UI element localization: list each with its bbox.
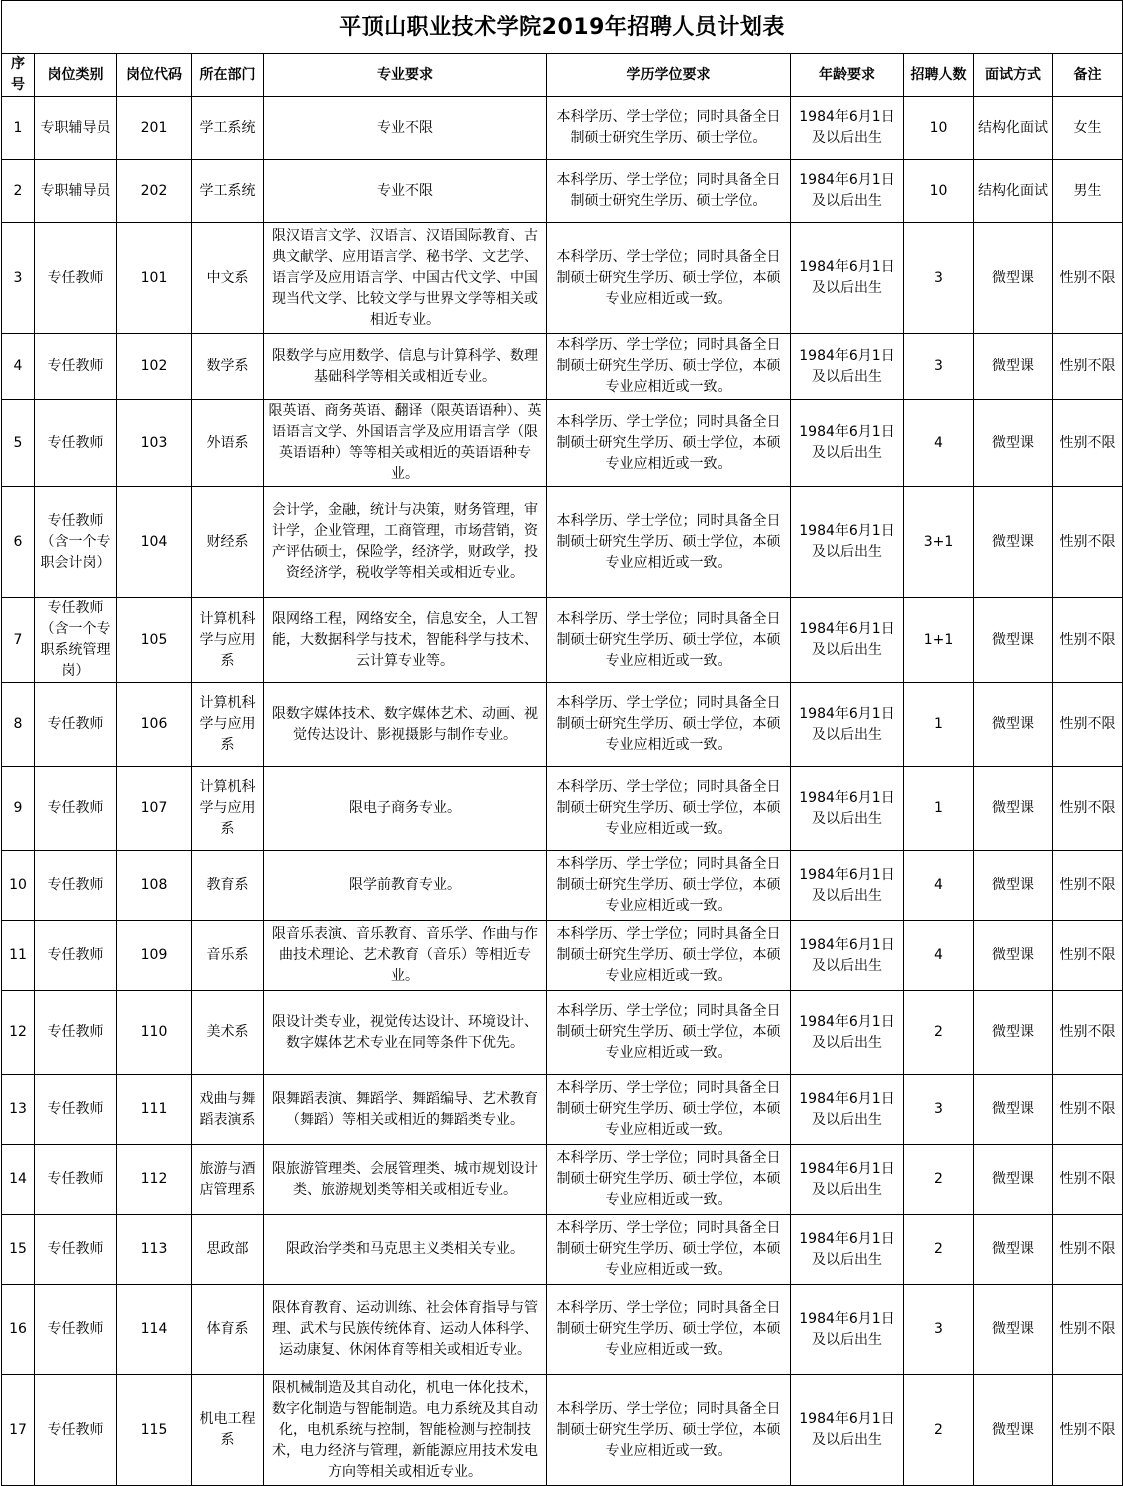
cell-degree: 本科学历、学士学位；同时具备全日制硕士研究生学历、硕士学位，本硕专业应相近或一致。 xyxy=(547,683,791,767)
cell-no: 11 xyxy=(2,921,35,991)
cell-count: 1+1 xyxy=(904,598,974,683)
cell-note: 性别不限 xyxy=(1053,1285,1123,1375)
table-row xyxy=(2,1075,1123,1145)
cell-interview: 微型课 xyxy=(974,487,1053,598)
table-row xyxy=(2,683,1123,767)
cell-note: 性别不限 xyxy=(1053,1215,1123,1285)
cell-age: 1984年6月1日及以后出生 xyxy=(791,1285,904,1375)
cell-interview: 微型课 xyxy=(974,767,1053,851)
cell-dept: 数学系 xyxy=(192,334,264,400)
cell-no: 12 xyxy=(2,991,35,1075)
cell-no: 2 xyxy=(2,160,35,223)
cell-category: 专职辅导员 xyxy=(35,97,117,160)
cell-note: 性别不限 xyxy=(1053,991,1123,1075)
table-row xyxy=(2,921,1123,991)
cell-interview: 微型课 xyxy=(974,991,1053,1075)
cell-degree: 本科学历、学士学位；同时具备全日制硕士研究生学历、硕士学位，本硕专业应相近或一致。 xyxy=(547,598,791,683)
cell-code: 115 xyxy=(117,1375,192,1486)
cell-dept: 财经系 xyxy=(192,487,264,598)
cell-degree: 本科学历、学士学位；同时具备全日制硕士研究生学历、硕士学位。 xyxy=(547,97,791,160)
cell-note: 女生 xyxy=(1053,97,1123,160)
cell-count: 3+1 xyxy=(904,487,974,598)
cell-count: 4 xyxy=(904,851,974,921)
cell-degree: 本科学历、学士学位；同时具备全日制硕士研究生学历、硕士学位，本硕专业应相近或一致。 xyxy=(547,334,791,400)
cell-dept: 教育系 xyxy=(192,851,264,921)
table-row xyxy=(2,1215,1123,1285)
table-row xyxy=(2,1145,1123,1215)
cell-dept: 学工系统 xyxy=(192,97,264,160)
cell-degree: 本科学历、学士学位；同时具备全日制硕士研究生学历、硕士学位，本硕专业应相近或一致。 xyxy=(547,851,791,921)
cell-count: 10 xyxy=(904,97,974,160)
cell-category: 专任教师 xyxy=(35,223,117,334)
cell-category: 专任教师 xyxy=(35,683,117,767)
cell-degree: 本科学历、学士学位；同时具备全日制硕士研究生学历、硕士学位，本硕专业应相近或一致。 xyxy=(547,767,791,851)
cell-no: 9 xyxy=(2,767,35,851)
cell-degree: 本科学历、学士学位；同时具备全日制硕士研究生学历、硕士学位，本硕专业应相近或一致。 xyxy=(547,1075,791,1145)
cell-major: 会计学，金融，统计与决策，财务管理，审计学，企业管理，工商管理，市场营销，资产评估硕士，保险学，经济学，财政学，投资经济学，税收学等相关或相近专业。 xyxy=(264,487,547,598)
cell-code: 111 xyxy=(117,1075,192,1145)
cell-age: 1984年6月1日及以后出生 xyxy=(791,1375,904,1486)
cell-dept: 计算机科学与应用系 xyxy=(192,767,264,851)
table-row xyxy=(2,851,1123,921)
table-row xyxy=(2,767,1123,851)
cell-age: 1984年6月1日及以后出生 xyxy=(791,400,904,487)
cell-dept: 音乐系 xyxy=(192,921,264,991)
cell-dept: 外语系 xyxy=(192,400,264,487)
cell-interview: 结构化面试 xyxy=(974,97,1053,160)
cell-code: 105 xyxy=(117,598,192,683)
cell-age: 1984年6月1日及以后出生 xyxy=(791,991,904,1075)
cell-interview: 微型课 xyxy=(974,400,1053,487)
cell-category: 专任教师 xyxy=(35,1375,117,1486)
cell-major: 限数字媒体技术、数字媒体艺术、动画、视觉传达设计、影视摄影与制作专业。 xyxy=(264,683,547,767)
cell-note: 性别不限 xyxy=(1053,1145,1123,1215)
cell-age: 1984年6月1日及以后出生 xyxy=(791,683,904,767)
cell-degree: 本科学历、学士学位；同时具备全日制硕士研究生学历、硕士学位，本硕专业应相近或一致。 xyxy=(547,921,791,991)
cell-category: 专任教师 xyxy=(35,1075,117,1145)
table-row xyxy=(2,160,1123,223)
cell-count: 1 xyxy=(904,767,974,851)
cell-major: 限电子商务专业。 xyxy=(264,767,547,851)
header-interview: 面试方式 xyxy=(974,54,1053,97)
cell-category: 专任教师 xyxy=(35,851,117,921)
cell-code: 107 xyxy=(117,767,192,851)
cell-age: 1984年6月1日及以后出生 xyxy=(791,851,904,921)
cell-count: 3 xyxy=(904,334,974,400)
cell-no: 7 xyxy=(2,598,35,683)
table-row xyxy=(2,223,1123,334)
cell-note: 性别不限 xyxy=(1053,1075,1123,1145)
cell-note: 性别不限 xyxy=(1053,683,1123,767)
cell-category: 专任教师 xyxy=(35,767,117,851)
cell-major: 限舞蹈表演、舞蹈学、舞蹈编导、艺术教育（舞蹈）等相关或相近的舞蹈类专业。 xyxy=(264,1075,547,1145)
header-no: 序号 xyxy=(2,54,35,97)
cell-major: 限设计类专业，视觉传达设计、环境设计、数字媒体艺术专业在同等条件下优先。 xyxy=(264,991,547,1075)
page-title: 平顶山职业技术学院2019年招聘人员计划表 xyxy=(2,1,1123,54)
cell-code: 113 xyxy=(117,1215,192,1285)
cell-dept: 计算机科学与应用系 xyxy=(192,683,264,767)
cell-age: 1984年6月1日及以后出生 xyxy=(791,598,904,683)
cell-interview: 微型课 xyxy=(974,334,1053,400)
cell-category: 专任教师 xyxy=(35,921,117,991)
cell-age: 1984年6月1日及以后出生 xyxy=(791,1145,904,1215)
cell-note: 性别不限 xyxy=(1053,1375,1123,1486)
cell-major: 限体育教育、运动训练、社会体育指导与管理、武术与民族传统体育、运动人体科学、运动康复、休闲体育等相关或相近专业。 xyxy=(264,1285,547,1375)
table-row xyxy=(2,598,1123,683)
cell-no: 3 xyxy=(2,223,35,334)
cell-major: 限政治学类和马克思主义类相关专业。 xyxy=(264,1215,547,1285)
cell-code: 201 xyxy=(117,97,192,160)
cell-interview: 微型课 xyxy=(974,1145,1053,1215)
cell-age: 1984年6月1日及以后出生 xyxy=(791,223,904,334)
cell-degree: 本科学历、学士学位；同时具备全日制硕士研究生学历、硕士学位，本硕专业应相近或一致。 xyxy=(547,1285,791,1375)
cell-no: 5 xyxy=(2,400,35,487)
cell-major: 限数学与应用数学、信息与计算科学、数理基础科学等相关或相近专业。 xyxy=(264,334,547,400)
cell-category: 专任教师 xyxy=(35,1145,117,1215)
cell-note: 性别不限 xyxy=(1053,334,1123,400)
cell-dept: 戏曲与舞蹈表演系 xyxy=(192,1075,264,1145)
cell-major: 限学前教育专业。 xyxy=(264,851,547,921)
cell-category: 专任教师 xyxy=(35,1215,117,1285)
cell-category: 专任教师 xyxy=(35,334,117,400)
cell-code: 114 xyxy=(117,1285,192,1375)
cell-age: 1984年6月1日及以后出生 xyxy=(791,160,904,223)
cell-dept: 体育系 xyxy=(192,1285,264,1375)
cell-degree: 本科学历、学士学位；同时具备全日制硕士研究生学历、硕士学位，本硕专业应相近或一致。 xyxy=(547,487,791,598)
cell-code: 103 xyxy=(117,400,192,487)
cell-dept: 机电工程系 xyxy=(192,1375,264,1486)
cell-count: 4 xyxy=(904,400,974,487)
table-row xyxy=(2,334,1123,400)
cell-note: 性别不限 xyxy=(1053,921,1123,991)
header-code: 岗位代码 xyxy=(117,54,192,97)
cell-count: 2 xyxy=(904,991,974,1075)
table-row xyxy=(2,487,1123,598)
cell-category: 专任教师（含一个专职系统管理岗） xyxy=(35,598,117,683)
cell-no: 1 xyxy=(2,97,35,160)
cell-major: 限汉语言文学、汉语言、汉语国际教育、古典文献学、应用语言学、秘书学、文艺学、语言学及应用语言学、中国古代文学、中国现当代文学、比较文学与世界文学等相关或相近专业。 xyxy=(264,223,547,334)
cell-count: 2 xyxy=(904,1375,974,1486)
cell-age: 1984年6月1日及以后出生 xyxy=(791,334,904,400)
cell-category: 专职辅导员 xyxy=(35,160,117,223)
table-row xyxy=(2,1285,1123,1375)
cell-code: 110 xyxy=(117,991,192,1075)
header-row xyxy=(2,54,1123,97)
cell-age: 1984年6月1日及以后出生 xyxy=(791,487,904,598)
cell-count: 1 xyxy=(904,683,974,767)
cell-count: 10 xyxy=(904,160,974,223)
cell-interview: 微型课 xyxy=(974,851,1053,921)
header-note: 备注 xyxy=(1053,54,1123,97)
cell-no: 8 xyxy=(2,683,35,767)
cell-category: 专任教师 xyxy=(35,400,117,487)
header-major: 专业要求 xyxy=(264,54,547,97)
cell-age: 1984年6月1日及以后出生 xyxy=(791,1075,904,1145)
cell-no: 16 xyxy=(2,1285,35,1375)
cell-category: 专任教师（含一个专职会计岗） xyxy=(35,487,117,598)
cell-dept: 旅游与酒店管理系 xyxy=(192,1145,264,1215)
cell-degree: 本科学历、学士学位；同时具备全日制硕士研究生学历、硕士学位。 xyxy=(547,160,791,223)
table-row xyxy=(2,400,1123,487)
cell-interview: 微型课 xyxy=(974,223,1053,334)
table-row xyxy=(2,991,1123,1075)
cell-category: 专任教师 xyxy=(35,991,117,1075)
cell-interview: 微型课 xyxy=(974,921,1053,991)
cell-count: 2 xyxy=(904,1145,974,1215)
cell-no: 10 xyxy=(2,851,35,921)
cell-code: 112 xyxy=(117,1145,192,1215)
cell-code: 102 xyxy=(117,334,192,400)
cell-interview: 微型课 xyxy=(974,1375,1053,1486)
cell-no: 15 xyxy=(2,1215,35,1285)
cell-degree: 本科学历、学士学位；同时具备全日制硕士研究生学历、硕士学位，本硕专业应相近或一致。 xyxy=(547,223,791,334)
cell-category: 专任教师 xyxy=(35,1285,117,1375)
cell-count: 2 xyxy=(904,1215,974,1285)
cell-major: 限旅游管理类、会展管理类、城市规划设计类、旅游规划类等相关或相近专业。 xyxy=(264,1145,547,1215)
cell-degree: 本科学历、学士学位；同时具备全日制硕士研究生学历、硕士学位，本硕专业应相近或一致。 xyxy=(547,991,791,1075)
table-row xyxy=(2,97,1123,160)
header-age: 年龄要求 xyxy=(791,54,904,97)
cell-dept: 思政部 xyxy=(192,1215,264,1285)
cell-note: 性别不限 xyxy=(1053,487,1123,598)
cell-major: 限音乐表演、音乐教育、音乐学、作曲与作曲技术理论、艺术教育（音乐）等相近专业。 xyxy=(264,921,547,991)
cell-major: 专业不限 xyxy=(264,97,547,160)
cell-count: 4 xyxy=(904,921,974,991)
cell-degree: 本科学历、学士学位；同时具备全日制硕士研究生学历、硕士学位，本硕专业应相近或一致。 xyxy=(547,1145,791,1215)
cell-count: 3 xyxy=(904,1075,974,1145)
header-degree: 学历学位要求 xyxy=(547,54,791,97)
cell-major: 专业不限 xyxy=(264,160,547,223)
header-category: 岗位类别 xyxy=(35,54,117,97)
cell-note: 性别不限 xyxy=(1053,851,1123,921)
cell-degree: 本科学历、学士学位；同时具备全日制硕士研究生学历、硕士学位，本硕专业应相近或一致。 xyxy=(547,1375,791,1486)
cell-code: 109 xyxy=(117,921,192,991)
cell-age: 1984年6月1日及以后出生 xyxy=(791,1215,904,1285)
cell-code: 108 xyxy=(117,851,192,921)
cell-code: 202 xyxy=(117,160,192,223)
cell-count: 3 xyxy=(904,1285,974,1375)
cell-dept: 中文系 xyxy=(192,223,264,334)
cell-age: 1984年6月1日及以后出生 xyxy=(791,767,904,851)
cell-degree: 本科学历、学士学位；同时具备全日制硕士研究生学历、硕士学位，本硕专业应相近或一致。 xyxy=(547,400,791,487)
cell-interview: 微型课 xyxy=(974,1285,1053,1375)
cell-code: 104 xyxy=(117,487,192,598)
cell-interview: 微型课 xyxy=(974,683,1053,767)
cell-major: 限网络工程，网络安全，信息安全，人工智能，大数据科学与技术，智能科学与技术、云计算专业等。 xyxy=(264,598,547,683)
cell-age: 1984年6月1日及以后出生 xyxy=(791,97,904,160)
cell-no: 14 xyxy=(2,1145,35,1215)
cell-interview: 微型课 xyxy=(974,1075,1053,1145)
cell-note: 性别不限 xyxy=(1053,767,1123,851)
cell-no: 6 xyxy=(2,487,35,598)
cell-dept: 计算机科学与应用系 xyxy=(192,598,264,683)
cell-dept: 学工系统 xyxy=(192,160,264,223)
cell-note: 性别不限 xyxy=(1053,598,1123,683)
cell-note: 男生 xyxy=(1053,160,1123,223)
cell-dept: 美术系 xyxy=(192,991,264,1075)
cell-count: 3 xyxy=(904,223,974,334)
cell-interview: 微型课 xyxy=(974,598,1053,683)
cell-no: 4 xyxy=(2,334,35,400)
table-row xyxy=(2,1375,1123,1486)
cell-note: 性别不限 xyxy=(1053,223,1123,334)
recruitment-plan-table xyxy=(1,0,1123,1486)
cell-no: 17 xyxy=(2,1375,35,1486)
header-dept: 所在部门 xyxy=(192,54,264,97)
cell-degree: 本科学历、学士学位；同时具备全日制硕士研究生学历、硕士学位，本硕专业应相近或一致。 xyxy=(547,1215,791,1285)
cell-note: 性别不限 xyxy=(1053,400,1123,487)
cell-code: 106 xyxy=(117,683,192,767)
cell-code: 101 xyxy=(117,223,192,334)
cell-major: 限英语、商务英语、翻译（限英语语种）、英语语言文学、外国语言学及应用语言学（限英语语种）等等相关或相近的英语语种专业。 xyxy=(264,400,547,487)
cell-major: 限机械制造及其自动化，机电一体化技术，数字化制造与智能制造。电力系统及其自动化，电机系统与控制，智能检测与控制技术，电力经济与管理，新能源应用技术发电方向等相关或相近专业。 xyxy=(264,1375,547,1486)
cell-interview: 结构化面试 xyxy=(974,160,1053,223)
cell-no: 13 xyxy=(2,1075,35,1145)
header-count: 招聘人数 xyxy=(904,54,974,97)
cell-interview: 微型课 xyxy=(974,1215,1053,1285)
cell-age: 1984年6月1日及以后出生 xyxy=(791,921,904,991)
